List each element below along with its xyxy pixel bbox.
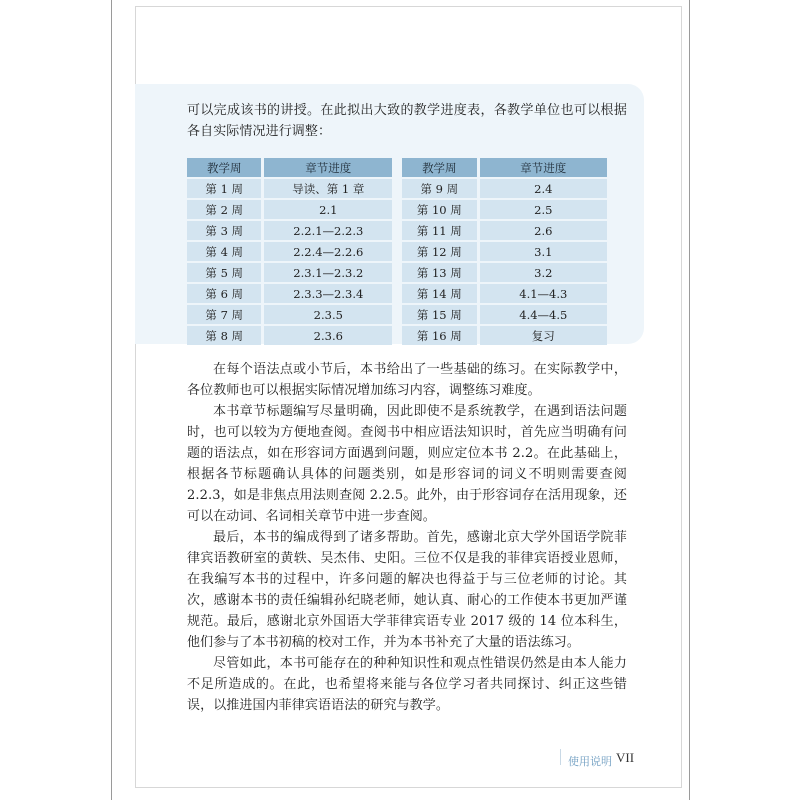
- column-gap: [395, 284, 399, 303]
- page-number: VII: [616, 750, 635, 765]
- table-cell: 第 9 周: [402, 179, 477, 198]
- column-gap: [395, 158, 399, 177]
- table-cell: 第 5 周: [187, 263, 261, 282]
- table-cell: 第 14 周: [402, 284, 477, 303]
- table-cell: 3.1: [480, 242, 607, 261]
- column-gap: [395, 326, 399, 345]
- footer-section-label: 使用说明: [568, 755, 612, 768]
- table-cell: 2.1: [264, 200, 392, 219]
- table-cell: 2.3.1—2.3.2: [264, 263, 392, 282]
- table-cell: 2.4: [480, 179, 607, 198]
- table-row: [187, 242, 607, 261]
- table-row: [187, 263, 607, 282]
- header-progress-left: 章节进度: [264, 158, 392, 177]
- table-cell: 4.1—4.3: [480, 284, 607, 303]
- table-cell: 第 4 周: [187, 242, 261, 261]
- table-row: [187, 221, 607, 240]
- column-gap: [395, 221, 399, 240]
- header-week-right: 教学周: [402, 158, 477, 177]
- table-header-row: [187, 158, 607, 177]
- table-cell: 第 6 周: [187, 284, 261, 303]
- table-row: [187, 326, 607, 345]
- table-cell: 第 13 周: [402, 263, 477, 282]
- table-row: [187, 179, 607, 198]
- header-week-left: 教学周: [187, 158, 261, 177]
- table-cell: 第 16 周: [402, 326, 477, 345]
- column-gap: [395, 242, 399, 261]
- table-cell: 4.4—4.5: [480, 305, 607, 324]
- table-cell: 第 3 周: [187, 221, 261, 240]
- table-cell: 2.6: [480, 221, 607, 240]
- table-cell: 第 15 周: [402, 305, 477, 324]
- table-cell: 导读、第 1 章: [264, 179, 392, 198]
- footer-divider: [560, 749, 561, 765]
- table-cell: 2.3.6: [264, 326, 392, 345]
- body-paragraph: 在每个语法点或小节后，本书给出了一些基础的练习。在实际教学中，各位教师也可以根据实际情况增加练习内容，调整练习难度。: [187, 362, 627, 398]
- column-gap: [395, 179, 399, 198]
- table-row: [187, 284, 607, 303]
- body-paragraph: 尽管如此，本书可能存在的种种知识性和观点性错误仍然是由本人能力不足所造成的。在此，也希望将来能与各位学习者共同探讨、纠正这些错误，以推进国内菲律宾语语法的研究与教学。: [187, 656, 627, 713]
- column-gap: [395, 263, 399, 282]
- table-cell: 2.5: [480, 200, 607, 219]
- intro-paragraph: 可以完成该书的讲授。在此拟出大致的教学进度表，各教学单位也可以根据各自实际情况进行调整：: [187, 103, 627, 139]
- table-cell: 第 1 周: [187, 179, 261, 198]
- table-cell: 2.2.1—2.2.3: [264, 221, 392, 240]
- table-cell: 第 12 周: [402, 242, 477, 261]
- table-cell: 第 7 周: [187, 305, 261, 324]
- header-progress-right: 章节进度: [480, 158, 607, 177]
- column-gap: [395, 200, 399, 219]
- table-cell: 复习: [480, 326, 607, 345]
- table-cell: 第 2 周: [187, 200, 261, 219]
- body-paragraph: 最后，本书的编成得到了诸多帮助。首先，感谢北京大学外国语学院菲律宾语教研室的黄轶、吴杰伟、史阳。三位不仅是我的菲律宾语授业恩师，在我编写本书的过程中，许多问题的解决也得益于与三位老师的讨论。其次，感谢本书的责任编辑孙纪晓老师，她认真、耐心的工作使本书更加严谨规范。最后，感谢北京外国语大学菲律宾语专业 2017 级的 14 位本科生，他们参与了本书初稿的校对工作，并为本书补充了大量的语法练习。: [187, 530, 627, 650]
- schedule-table: [184, 156, 610, 347]
- table-row: [187, 200, 607, 219]
- table-cell: 3.2: [480, 263, 607, 282]
- table-cell: 第 8 周: [187, 326, 261, 345]
- table-cell: 2.3.5: [264, 305, 392, 324]
- column-gap: [395, 305, 399, 324]
- body-paragraph: 本书章节标题编写尽量明确，因此即使不是系统教学，在遇到语法问题时，也可以较为方便地查阅。查阅书中相应语法知识时，首先应当明确有问题的语法点，如在形容词方面遇到问题，则应定位本书 2.2。在此基础上，根据各节标题确认具体的问题类别，如是形容词的词义不明则需要查阅 2.2.3，如是非焦点用法则查阅 2.2.5。此外，由于形容词存在活用现象，还可以在动词、名词相关章节中进一步查阅。: [187, 404, 627, 524]
- table-row: [187, 305, 607, 324]
- table-cell: 第 10 周: [402, 200, 477, 219]
- page-content: [187, 100, 627, 716]
- table-cell: 2.2.4—2.2.6: [264, 242, 392, 261]
- table-cell: 2.3.3—2.3.4: [264, 284, 392, 303]
- table-cell: 第 11 周: [402, 221, 477, 240]
